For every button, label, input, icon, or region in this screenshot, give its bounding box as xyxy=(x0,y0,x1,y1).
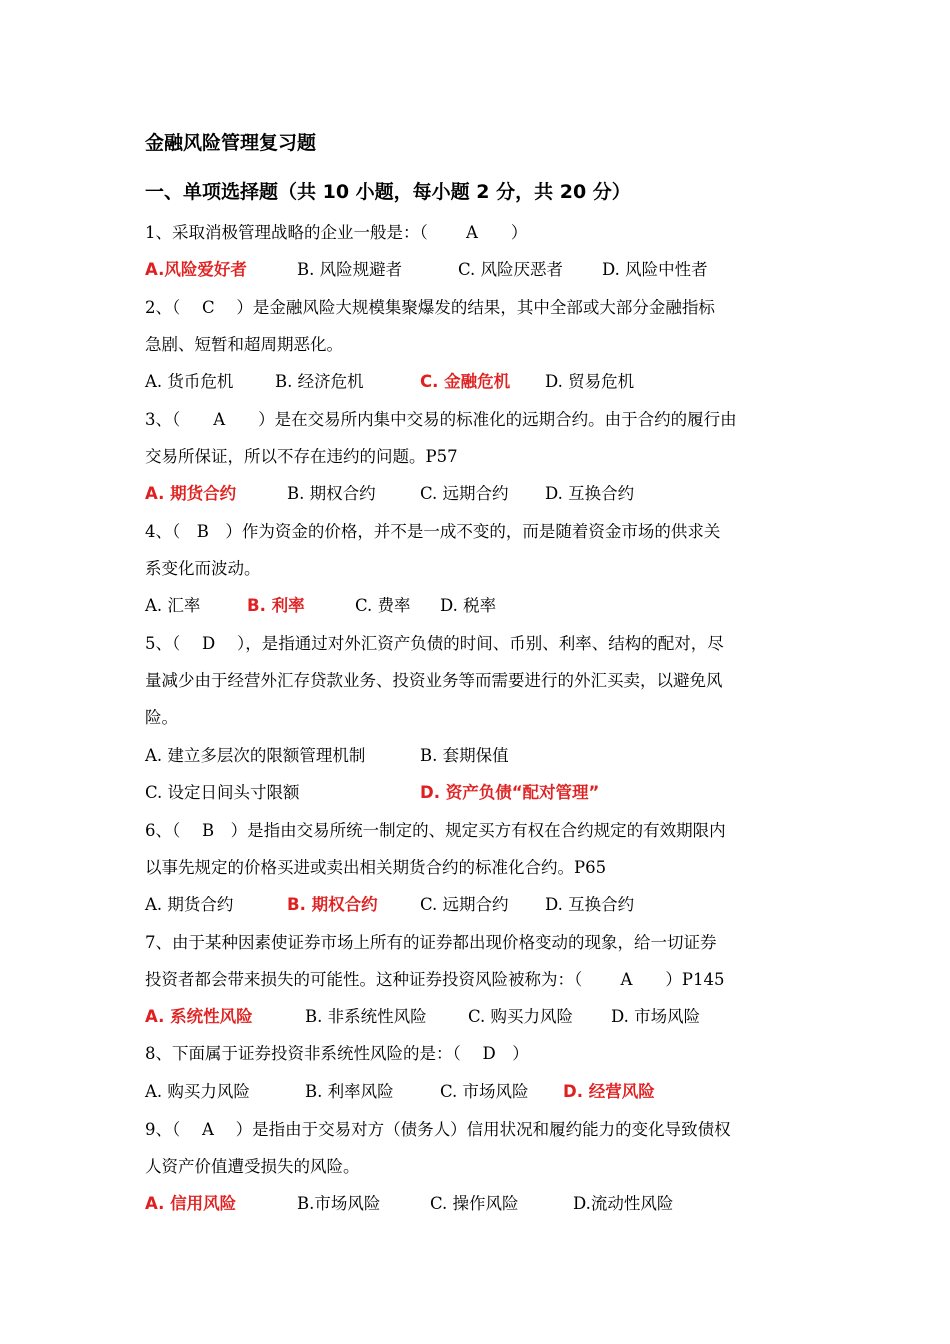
question-8-option-d: D. 经营风险 xyxy=(563,1082,655,1101)
question-8-option-a: A. 购买力风险 xyxy=(145,1082,250,1101)
question-8-option-c: C. 市场风险 xyxy=(440,1082,529,1101)
question-5-option-d: D. 资产负债“配对管理” xyxy=(420,783,600,802)
question-8-line-1: 8、下面属于证券投资非系统性风险的是：（ D ） xyxy=(145,1044,529,1063)
question-2-option-a: A. 货币危机 xyxy=(145,372,234,391)
question-7-line-2: 投资者都会带来损失的可能性。这种证券投资风险被称为：（ A ）P145 xyxy=(145,970,725,989)
question-6-line-1: 6、（ B ）是指由交易所统一制定的、规定买方有权在合约规定的有效期限内 xyxy=(145,821,726,840)
question-3-line-1: 3、（ A ）是在交易所内集中交易的标准化的远期合约。由于合约的履行由 xyxy=(145,410,737,429)
question-5-option-b: B. 套期保值 xyxy=(420,746,509,765)
question-3-line-2: 交易所保证，所以不存在违约的问题。P57 xyxy=(145,447,458,466)
question-2-option-c: C. 金融危机 xyxy=(420,372,511,391)
question-6-option-d: D. 互换合约 xyxy=(545,895,635,914)
question-5-line-3: 险。 xyxy=(145,708,178,727)
question-6-line-2: 以事先规定的价格买进或卖出相关期货合约的标准化合约。P65 xyxy=(145,858,607,877)
question-7-option-a: A. 系统性风险 xyxy=(145,1007,253,1026)
question-4-option-a: A. 汇率 xyxy=(145,596,201,615)
question-1-option-b: B. 风险规避者 xyxy=(297,260,403,279)
question-2-option-d: D. 贸易危机 xyxy=(545,372,635,391)
question-3-option-b: B. 期权合约 xyxy=(287,484,376,503)
question-3-option-d: D. 互换合约 xyxy=(545,484,635,503)
question-7-option-b: B. 非系统性风险 xyxy=(305,1007,427,1026)
question-8-option-b: B. 利率风险 xyxy=(305,1082,394,1101)
question-4-line-2: 系变化而波动。 xyxy=(145,559,261,578)
question-6-option-c: C. 远期合约 xyxy=(420,895,509,914)
question-1-line-1: 1、采取消极管理战略的企业一般是：（ A ） xyxy=(145,223,528,242)
question-3-option-a: A. 期货合约 xyxy=(145,484,237,503)
question-5-line-2: 量减少由于经营外汇存贷款业务、投资业务等而需要进行的外汇买卖，以避免风 xyxy=(145,671,723,690)
question-6-option-b: B. 期权合约 xyxy=(287,895,378,914)
question-7-line-1: 7、由于某种因素使证券市场上所有的证券都出现价格变动的现象，给一切证券 xyxy=(145,933,717,952)
question-4-option-d: D. 税率 xyxy=(440,596,497,615)
question-9-option-c: C. 操作风险 xyxy=(430,1194,519,1213)
question-6-option-a: A. 期货合约 xyxy=(145,895,234,914)
question-2-line-1: 2、（ C ）是金融风险大规模集聚爆发的结果，其中全部或大部分金融指标 xyxy=(145,298,715,317)
question-7-option-d: D. 市场风险 xyxy=(611,1007,701,1026)
section-title: 一、单项选择题（共 10 小题，每小题 2 分，共 20 分） xyxy=(145,181,631,203)
question-5-line-1: 5、（ D ），是指通过对外汇资产负债的时间、币别、利率、结构的配对，尽 xyxy=(145,634,724,653)
question-1-option-a: A.风险爱好者 xyxy=(145,260,247,279)
question-9-option-b: B.市场风险 xyxy=(297,1194,381,1213)
question-2-option-b: B. 经济危机 xyxy=(275,372,364,391)
question-9-option-a: A. 信用风险 xyxy=(145,1194,237,1213)
question-2-line-2: 急剧、短暂和超周期恶化。 xyxy=(145,335,343,354)
document-title: 金融风险管理复习题 xyxy=(145,132,317,154)
question-4-line-1: 4、（ B ）作为资金的价格，并不是一成不变的，而是随着资金市场的供求关 xyxy=(145,522,721,541)
question-9-option-d: D.流动性风险 xyxy=(573,1194,674,1213)
question-9-line-1: 9、（ A ）是指由于交易对方（债务人）信用状况和履约能力的变化导致债权 xyxy=(145,1120,731,1139)
question-5-option-c: C. 设定日间头寸限额 xyxy=(145,783,300,802)
question-7-option-c: C. 购买力风险 xyxy=(468,1007,574,1026)
question-1-option-d: D. 风险中性者 xyxy=(602,260,708,279)
question-4-option-c: C. 费率 xyxy=(355,596,411,615)
question-1-option-c: C. 风险厌恶者 xyxy=(458,260,564,279)
question-4-option-b: B. 利率 xyxy=(247,596,305,615)
question-3-option-c: C. 远期合约 xyxy=(420,484,509,503)
question-9-line-2: 人资产价值遭受损失的风险。 xyxy=(145,1157,360,1176)
question-5-option-a: A. 建立多层次的限额管理机制 xyxy=(145,746,366,765)
